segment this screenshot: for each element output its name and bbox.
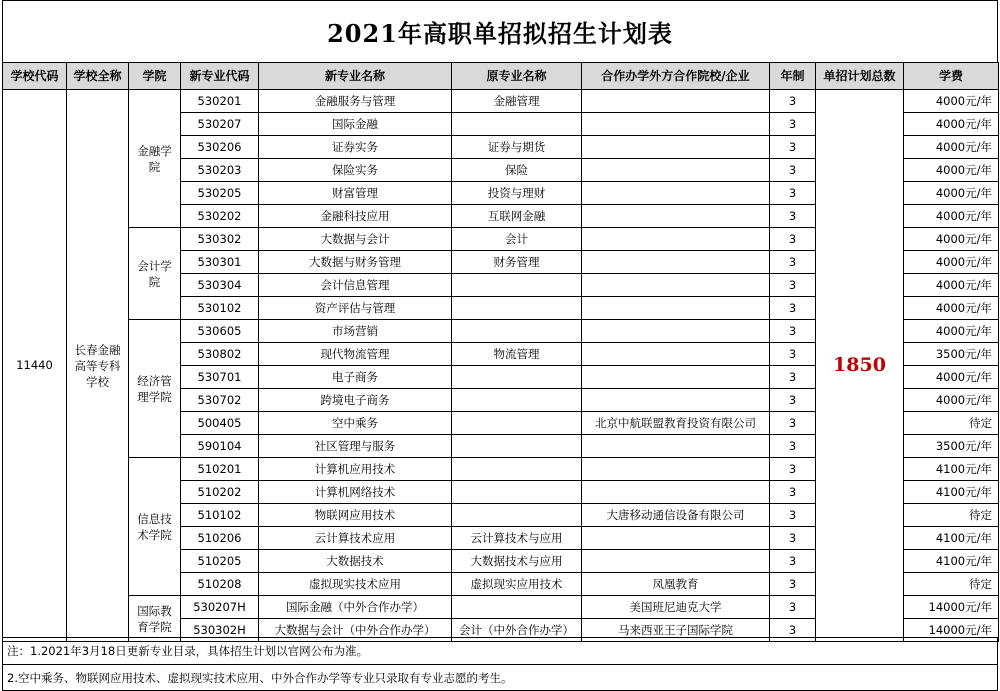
years-cell: 3 bbox=[770, 274, 816, 297]
years-cell: 3 bbox=[770, 458, 816, 481]
page-title: 2021年高职单招拟招生计划表 bbox=[327, 19, 673, 48]
old-major-name-cell: 投资与理财 bbox=[452, 182, 582, 205]
old-major-name-cell: 互联网金融 bbox=[452, 205, 582, 228]
years-cell: 3 bbox=[770, 251, 816, 274]
header-years: 年制 bbox=[770, 63, 816, 90]
major-code-cell: 530301 bbox=[181, 251, 259, 274]
old-major-name-cell bbox=[452, 389, 582, 412]
fee-cell: 14000元/年 bbox=[904, 596, 999, 619]
fee-cell: 4000元/年 bbox=[904, 228, 999, 251]
years-cell: 3 bbox=[770, 90, 816, 113]
major-name-cell: 国际金融 bbox=[259, 113, 452, 136]
major-name-cell: 大数据与会计（中外合作办学） bbox=[259, 619, 452, 642]
major-name-cell: 跨境电子商务 bbox=[259, 389, 452, 412]
major-name-cell: 计算机应用技术 bbox=[259, 458, 452, 481]
fee-cell: 4000元/年 bbox=[904, 297, 999, 320]
old-major-name-cell bbox=[452, 274, 582, 297]
major-name-cell: 空中乘务 bbox=[259, 412, 452, 435]
old-major-name-cell bbox=[452, 366, 582, 389]
major-code-cell: 530206 bbox=[181, 136, 259, 159]
major-name-cell: 计算机网络技术 bbox=[259, 481, 452, 504]
table-body bbox=[3, 90, 999, 642]
fee-cell: 4000元/年 bbox=[904, 90, 999, 113]
years-cell: 3 bbox=[770, 297, 816, 320]
old-major-name-cell: 会计（中外合作办学） bbox=[452, 619, 582, 642]
fee-cell: 3500元/年 bbox=[904, 343, 999, 366]
major-code-cell: 510202 bbox=[181, 481, 259, 504]
partner-cell: 凤凰教育 bbox=[582, 573, 770, 596]
major-code-cell: 510201 bbox=[181, 458, 259, 481]
years-cell: 3 bbox=[770, 412, 816, 435]
header-fee: 学费 bbox=[904, 63, 999, 90]
major-name-cell: 国际金融（中外合作办学） bbox=[259, 596, 452, 619]
years-cell: 3 bbox=[770, 182, 816, 205]
years-cell: 3 bbox=[770, 619, 816, 642]
years-cell: 3 bbox=[770, 573, 816, 596]
old-major-name-cell bbox=[452, 297, 582, 320]
major-name-cell: 市场营销 bbox=[259, 320, 452, 343]
major-name-cell: 电子商务 bbox=[259, 366, 452, 389]
college-cell: 信息技术学院 bbox=[129, 458, 181, 596]
partner-cell bbox=[582, 274, 770, 297]
partner-cell bbox=[582, 320, 770, 343]
major-name-cell: 资产评估与管理 bbox=[259, 297, 452, 320]
years-cell: 3 bbox=[770, 136, 816, 159]
major-name-cell: 保险实务 bbox=[259, 159, 452, 182]
header-school-code: 学校代码 bbox=[3, 63, 67, 90]
years-cell: 3 bbox=[770, 205, 816, 228]
header-total: 单招计划总数 bbox=[816, 63, 904, 90]
fee-cell: 3500元/年 bbox=[904, 435, 999, 458]
old-major-name-cell: 财务管理 bbox=[452, 251, 582, 274]
spreadsheet bbox=[2, 0, 998, 691]
fee-cell: 4100元/年 bbox=[904, 458, 999, 481]
years-cell: 3 bbox=[770, 481, 816, 504]
major-name-cell: 大数据技术 bbox=[259, 550, 452, 573]
partner-cell bbox=[582, 527, 770, 550]
major-name-cell: 金融服务与管理 bbox=[259, 90, 452, 113]
header-partner: 合作办学外方合作院校/企业 bbox=[582, 63, 770, 90]
major-code-cell: 530802 bbox=[181, 343, 259, 366]
fee-cell: 4000元/年 bbox=[904, 320, 999, 343]
old-major-name-cell: 会计 bbox=[452, 228, 582, 251]
total-plan-cell: 1850 bbox=[816, 90, 904, 642]
old-major-name-cell bbox=[452, 412, 582, 435]
college-cell: 会计学院 bbox=[129, 228, 181, 320]
major-code-cell: 530207 bbox=[181, 113, 259, 136]
years-cell: 3 bbox=[770, 113, 816, 136]
fee-cell: 4000元/年 bbox=[904, 182, 999, 205]
school-code-cell: 11440 bbox=[3, 90, 67, 642]
major-code-cell: 530302H bbox=[181, 619, 259, 642]
fee-cell: 4100元/年 bbox=[904, 527, 999, 550]
header-old-name: 原专业名称 bbox=[452, 63, 582, 90]
old-major-name-cell: 大数据技术与应用 bbox=[452, 550, 582, 573]
fee-cell: 4000元/年 bbox=[904, 159, 999, 182]
fee-cell: 4000元/年 bbox=[904, 389, 999, 412]
fee-cell: 4000元/年 bbox=[904, 366, 999, 389]
major-code-cell: 530202 bbox=[181, 205, 259, 228]
major-name-cell: 金融科技应用 bbox=[259, 205, 452, 228]
major-code-cell: 530302 bbox=[181, 228, 259, 251]
partner-cell bbox=[582, 458, 770, 481]
major-code-cell: 500405 bbox=[181, 412, 259, 435]
years-cell: 3 bbox=[770, 596, 816, 619]
old-major-name-cell: 证券与期货 bbox=[452, 136, 582, 159]
partner-cell bbox=[582, 251, 770, 274]
major-code-cell: 510102 bbox=[181, 504, 259, 527]
major-code-cell: 510208 bbox=[181, 573, 259, 596]
major-code-cell: 530205 bbox=[181, 182, 259, 205]
school-name-cell: 长春金融高等专科学校 bbox=[67, 90, 129, 642]
header-college: 学院 bbox=[129, 63, 181, 90]
old-major-name-cell: 云计算技术与应用 bbox=[452, 527, 582, 550]
enrollment-plan-table bbox=[2, 62, 999, 642]
partner-cell: 马来西亚王子国际学院 bbox=[582, 619, 770, 642]
years-cell: 3 bbox=[770, 389, 816, 412]
header-new-code: 新专业代码 bbox=[181, 63, 259, 90]
major-name-cell: 云计算技术应用 bbox=[259, 527, 452, 550]
major-name-cell: 社区管理与服务 bbox=[259, 435, 452, 458]
years-cell: 3 bbox=[770, 527, 816, 550]
partner-cell: 美国班尼迪克大学 bbox=[582, 596, 770, 619]
partner-cell bbox=[582, 205, 770, 228]
old-major-name-cell bbox=[452, 596, 582, 619]
partner-cell bbox=[582, 481, 770, 504]
old-major-name-cell bbox=[452, 320, 582, 343]
major-code-cell: 510205 bbox=[181, 550, 259, 573]
partner-cell bbox=[582, 90, 770, 113]
partner-cell bbox=[582, 159, 770, 182]
major-code-cell: 530605 bbox=[181, 320, 259, 343]
major-code-cell: 530702 bbox=[181, 389, 259, 412]
college-cell: 经济管理学院 bbox=[129, 320, 181, 458]
major-code-cell: 590104 bbox=[181, 435, 259, 458]
major-code-cell: 530207H bbox=[181, 596, 259, 619]
major-name-cell: 大数据与财务管理 bbox=[259, 251, 452, 274]
years-cell: 3 bbox=[770, 320, 816, 343]
header-new-name: 新专业名称 bbox=[259, 63, 452, 90]
partner-cell bbox=[582, 182, 770, 205]
old-major-name-cell: 虚拟现实应用技术 bbox=[452, 573, 582, 596]
note-line: 注：1.2021年3月18日更新专业目录，具体招生计划以官网公布为准。 bbox=[3, 637, 997, 664]
major-name-cell: 物联网应用技术 bbox=[259, 504, 452, 527]
college-cell: 国际教育学院 bbox=[129, 596, 181, 642]
major-name-cell: 财富管理 bbox=[259, 182, 452, 205]
fee-cell: 4000元/年 bbox=[904, 274, 999, 297]
years-cell: 3 bbox=[770, 228, 816, 251]
major-code-cell: 530304 bbox=[181, 274, 259, 297]
fee-cell: 14000元/年 bbox=[904, 619, 999, 642]
partner-cell: 北京中航联盟教育投资有限公司 bbox=[582, 412, 770, 435]
partner-cell bbox=[582, 113, 770, 136]
old-major-name-cell: 物流管理 bbox=[452, 343, 582, 366]
major-code-cell: 530701 bbox=[181, 366, 259, 389]
years-cell: 3 bbox=[770, 343, 816, 366]
major-code-cell: 530201 bbox=[181, 90, 259, 113]
partner-cell bbox=[582, 343, 770, 366]
years-cell: 3 bbox=[770, 435, 816, 458]
major-name-cell: 大数据与会计 bbox=[259, 228, 452, 251]
partner-cell bbox=[582, 297, 770, 320]
partner-cell bbox=[582, 228, 770, 251]
old-major-name-cell bbox=[452, 458, 582, 481]
note-line: 2.空中乘务、物联网应用技术、虚拟现实技术应用、中外合作办学等专业只录取有专业志愿的考生。 bbox=[3, 664, 997, 691]
major-code-cell: 530102 bbox=[181, 297, 259, 320]
major-name-cell: 证券实务 bbox=[259, 136, 452, 159]
partner-cell bbox=[582, 366, 770, 389]
old-major-name-cell: 保险 bbox=[452, 159, 582, 182]
fee-cell: 4100元/年 bbox=[904, 481, 999, 504]
partner-cell bbox=[582, 389, 770, 412]
years-cell: 3 bbox=[770, 550, 816, 573]
fee-cell: 4000元/年 bbox=[904, 113, 999, 136]
fee-cell: 4000元/年 bbox=[904, 205, 999, 228]
old-major-name-cell: 金融管理 bbox=[452, 90, 582, 113]
major-name-cell: 虚拟现实技术应用 bbox=[259, 573, 452, 596]
partner-cell: 大唐移动通信设备有限公司 bbox=[582, 504, 770, 527]
partner-cell bbox=[582, 435, 770, 458]
old-major-name-cell bbox=[452, 113, 582, 136]
partner-cell bbox=[582, 550, 770, 573]
notes bbox=[2, 637, 998, 691]
old-major-name-cell bbox=[452, 481, 582, 504]
years-cell: 3 bbox=[770, 159, 816, 182]
header-school-name: 学校全称 bbox=[67, 63, 129, 90]
major-code-cell: 530203 bbox=[181, 159, 259, 182]
header-row bbox=[3, 63, 999, 90]
old-major-name-cell bbox=[452, 435, 582, 458]
major-name-cell: 会计信息管理 bbox=[259, 274, 452, 297]
major-code-cell: 510206 bbox=[181, 527, 259, 550]
fee-cell: 4000元/年 bbox=[904, 251, 999, 274]
table-row bbox=[3, 90, 999, 113]
title-row bbox=[2, 0, 998, 62]
fee-cell: 待定 bbox=[904, 573, 999, 596]
years-cell: 3 bbox=[770, 366, 816, 389]
major-name-cell: 现代物流管理 bbox=[259, 343, 452, 366]
fee-cell: 4100元/年 bbox=[904, 550, 999, 573]
partner-cell bbox=[582, 136, 770, 159]
old-major-name-cell bbox=[452, 504, 582, 527]
fee-cell: 待定 bbox=[904, 412, 999, 435]
fee-cell: 4000元/年 bbox=[904, 136, 999, 159]
years-cell: 3 bbox=[770, 504, 816, 527]
fee-cell: 待定 bbox=[904, 504, 999, 527]
college-cell: 金融学院 bbox=[129, 90, 181, 228]
